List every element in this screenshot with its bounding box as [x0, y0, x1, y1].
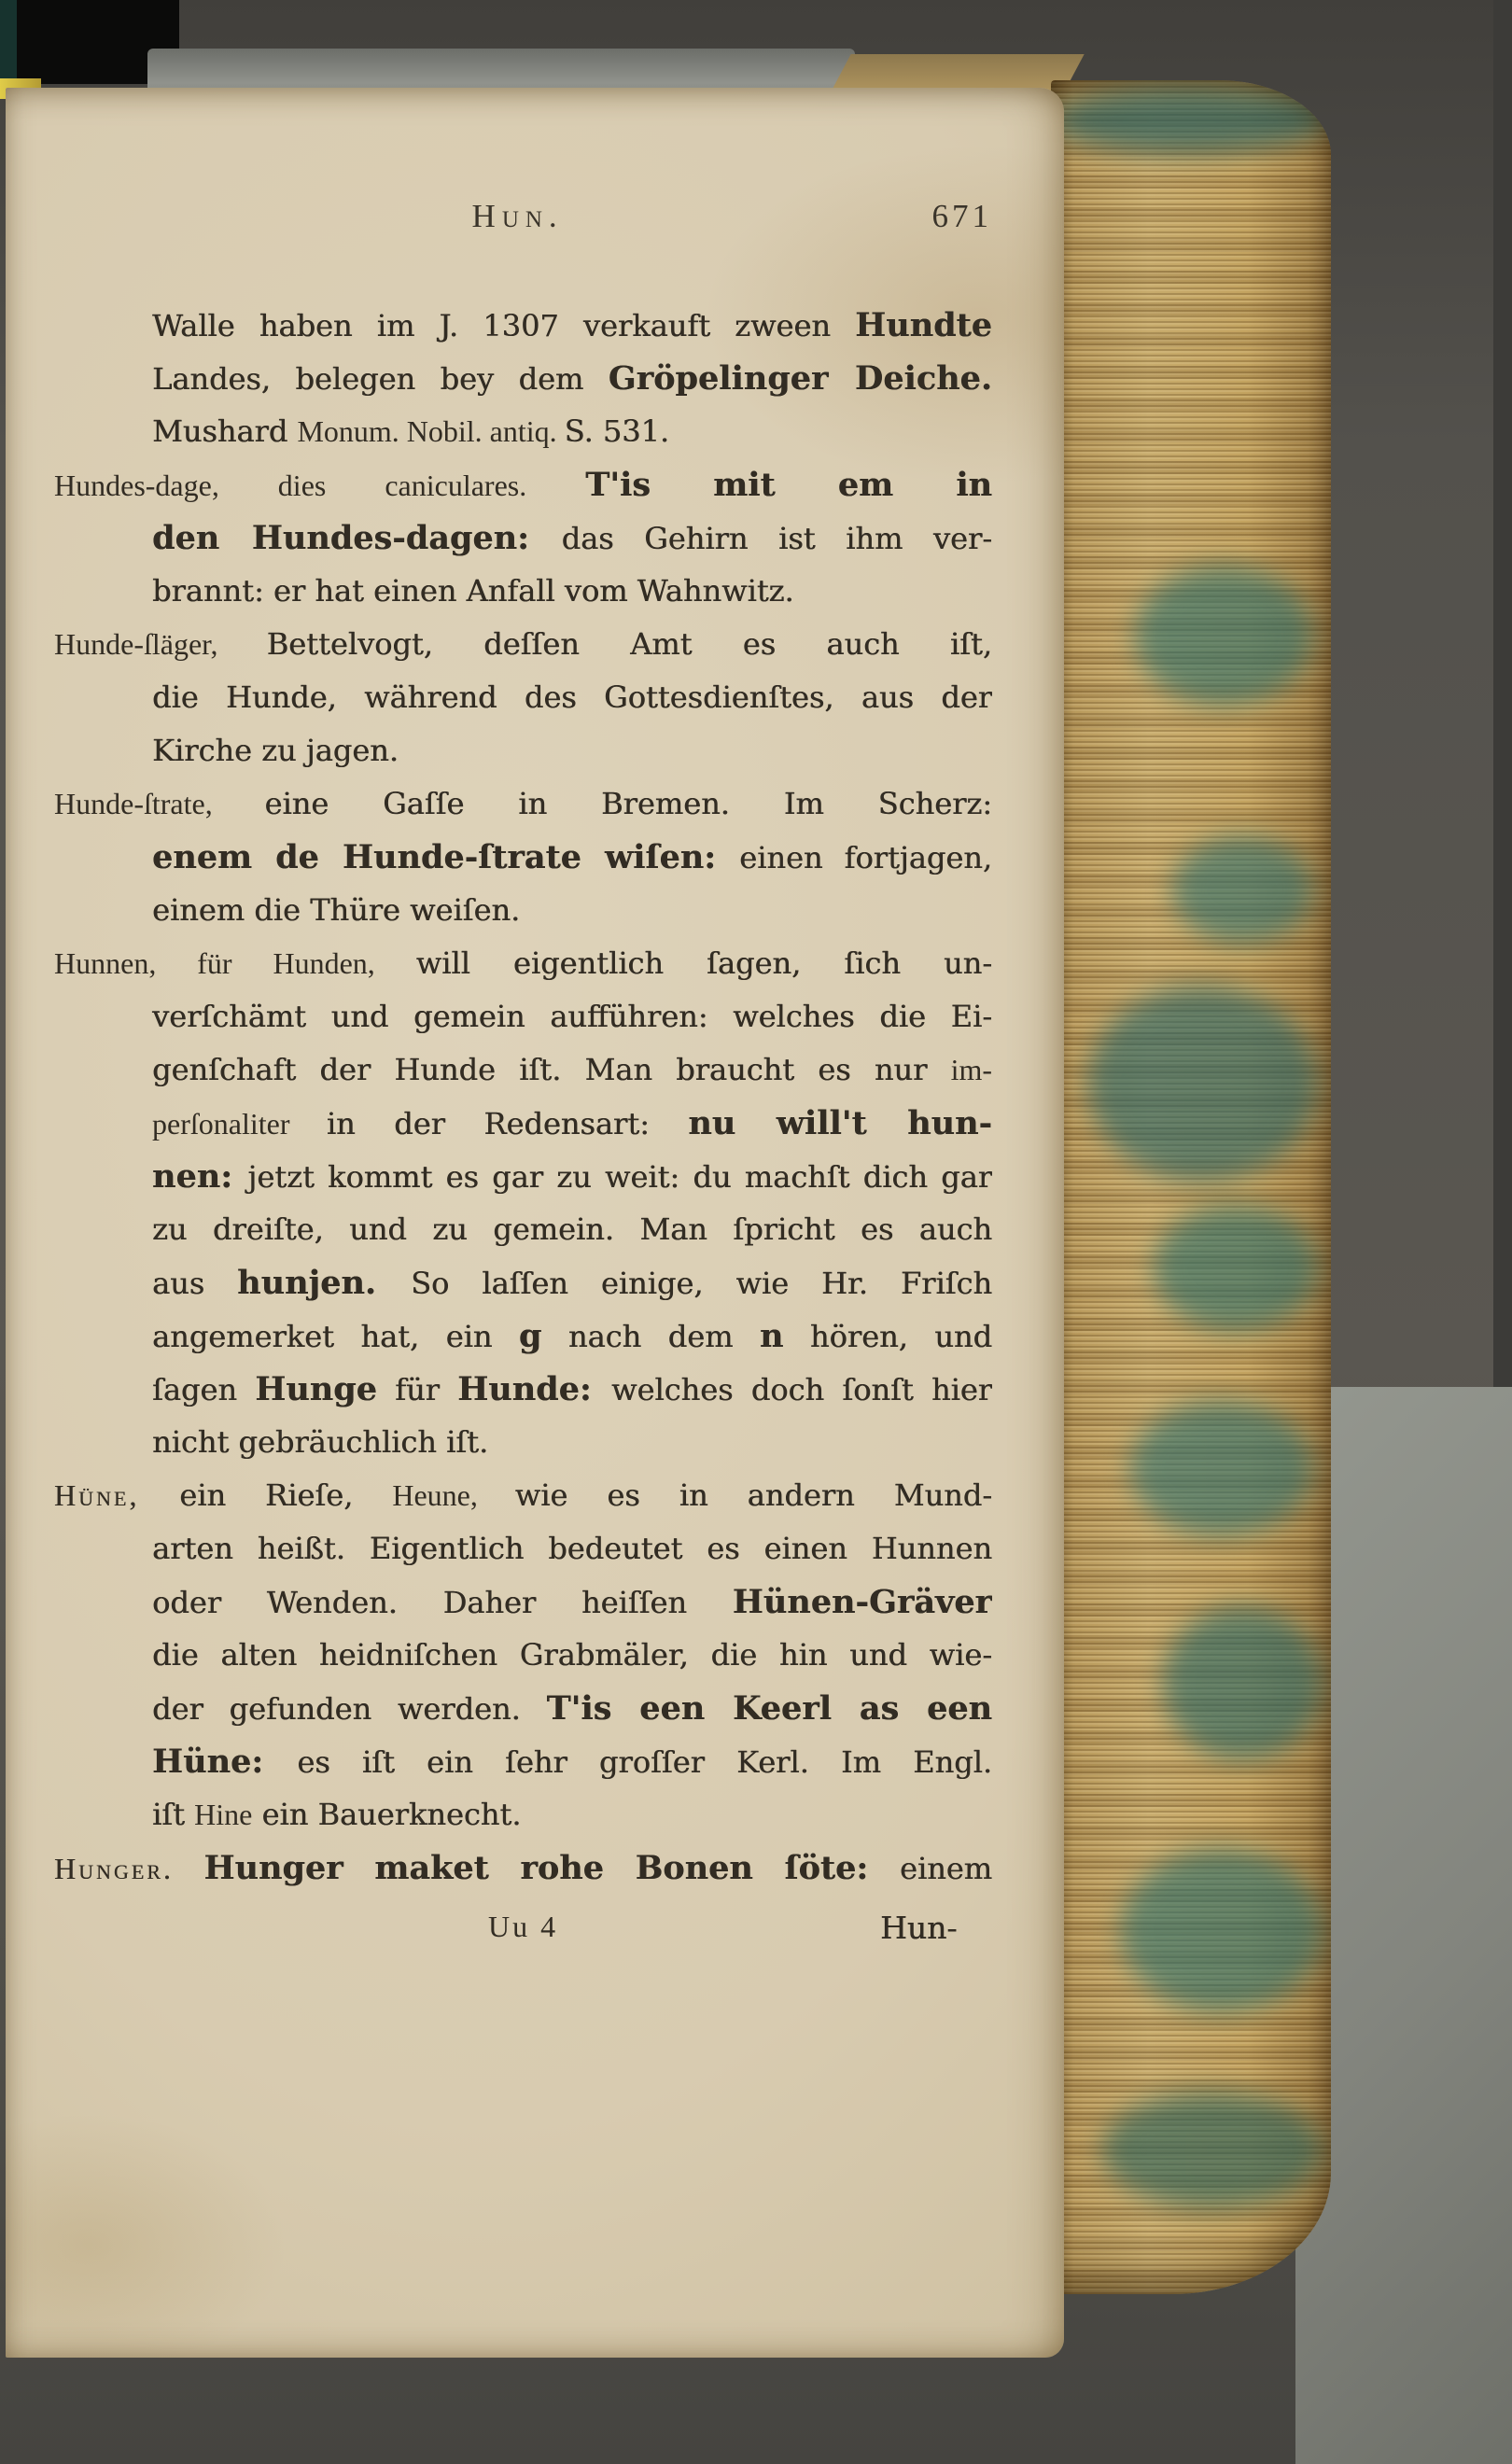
- text-line: [54, 299, 992, 352]
- text-segment-rom: Hundes-dage, dies caniculares.: [54, 469, 586, 502]
- text-segment-bold: Hunge: [255, 1370, 377, 1408]
- text-segment-bold: T'is een Keerl as een: [546, 1689, 992, 1728]
- text-line: [54, 618, 992, 671]
- text-line: [54, 352, 992, 405]
- text-segment-rom: Heune,: [392, 1478, 515, 1512]
- text-segment-frak: einem: [899, 1851, 992, 1886]
- text-segment-bold: Hüne:: [152, 1743, 298, 1781]
- text-line: [54, 1150, 992, 1203]
- text-line: [54, 405, 992, 458]
- text-segment-frak: welches doch ſonſt hier: [611, 1372, 992, 1407]
- text-segment-sc: Hüne,: [54, 1478, 180, 1512]
- text-line: [54, 1203, 992, 1256]
- fore-edge-stain: [1154, 1205, 1317, 1331]
- text-segment-bold: enem de Hunde-ſtrate wiſen:: [152, 838, 740, 876]
- text-segment-rom: Hunde-ſtrate,: [54, 787, 265, 820]
- text-segment-bold: g: [518, 1317, 542, 1355]
- text-segment-frak: die alten heidniſchen Grabmäler, die hin und wie-: [152, 1637, 992, 1673]
- text-line: [54, 565, 992, 618]
- text-segment-frak: brannt: er hat einen Anfall vom Wahnwitz.: [152, 573, 794, 609]
- book-page: [6, 88, 1064, 2358]
- text-line: [54, 937, 992, 990]
- text-segment-frak: Landes, belegen bey dem: [152, 361, 609, 397]
- text-line: [54, 1575, 992, 1629]
- text-segment-frak: eine Gaſſe in Bremen. Im Scherz:: [264, 786, 992, 821]
- text-segment-bold: n: [759, 1317, 784, 1355]
- text-segment-frak: das Gehirn ist ihm ver-: [561, 521, 992, 556]
- text-line: [54, 831, 992, 884]
- fore-edge-stain: [1051, 88, 1326, 153]
- text-segment-rom: Hunde-ſläger,: [54, 627, 267, 661]
- fore-edge-stain: [1121, 1849, 1322, 2012]
- text-segment-rom: Hine: [194, 1798, 253, 1831]
- fore-edge-stain: [1163, 1606, 1322, 1760]
- text-line: [54, 1043, 992, 1097]
- text-line: [54, 990, 992, 1043]
- text-block: [54, 299, 992, 1895]
- fore-edge-stain: [1135, 566, 1312, 706]
- text-segment-bold: den Hundes-dagen:: [152, 519, 562, 557]
- running-title: Hun.: [471, 198, 564, 234]
- text-segment-frak: die Hunde, während des Gottesdienſtes, aus der: [152, 679, 992, 715]
- signature-row: [54, 1910, 992, 1963]
- text-line: [54, 1309, 992, 1363]
- text-line: [54, 511, 992, 565]
- text-segment-frak: hören, und: [783, 1319, 992, 1354]
- text-line: [54, 1735, 992, 1788]
- text-segment-frak: arten heißt. Eigentlich bedeutet es einen Hunnen: [152, 1531, 992, 1566]
- text-segment-frak: jetzt kommt es gar zu weit: du machſt dich gar: [247, 1159, 992, 1195]
- text-segment-bold: Hunde:: [457, 1370, 612, 1408]
- text-segment-frak: angemerket hat, ein: [152, 1319, 519, 1354]
- text-segment-frak: der gefunden werden.: [152, 1691, 547, 1727]
- text-segment-frak: So laſſen einige, wie Hr. Friſch: [411, 1266, 992, 1301]
- text-segment-frak: S. 531.: [564, 413, 670, 449]
- text-segment-frak: einen fortjagen,: [739, 840, 992, 875]
- text-line: [54, 1416, 992, 1469]
- text-segment-frak: in der Redensart:: [326, 1106, 689, 1141]
- text-segment-bold: Hunger maket rohe Bonen ſöte:: [203, 1849, 900, 1887]
- text-line: [54, 1522, 992, 1575]
- text-segment-frak: zu dreiſte, und zu gemein. Man ſpricht es auch: [152, 1211, 992, 1247]
- page-content: [6, 198, 992, 1963]
- text-segment-rom: im-: [950, 1053, 992, 1086]
- text-line: [54, 1097, 992, 1150]
- text-segment-bold: Hünen-Gräver: [732, 1583, 992, 1621]
- text-segment-frak: will eigentlich ſagen, ſich un-: [415, 945, 992, 981]
- text-line: [54, 724, 992, 777]
- text-line: [54, 1788, 992, 1841]
- text-line: [54, 1469, 992, 1522]
- text-segment-frak: Bettelvogt, deſſen Amt es auch iſt,: [266, 626, 992, 662]
- book-fore-edge: [1051, 80, 1331, 2294]
- text-segment-bold: T'is mit em in: [585, 466, 992, 504]
- fore-edge-stain: [1102, 2092, 1322, 2208]
- text-segment-frak: einem die Thüre weiſen.: [152, 892, 521, 928]
- fore-edge-stain: [1172, 836, 1312, 944]
- text-line: [54, 458, 992, 511]
- text-line: [54, 1841, 992, 1895]
- text-segment-frak: wie es in andern Mund-: [514, 1477, 992, 1513]
- text-segment-frak: genſchaft der Hunde iſt. Man braucht es nur: [152, 1052, 951, 1087]
- text-segment-bold: Gröpelinger Deiche.: [608, 359, 992, 398]
- catchword: Hun-: [880, 1910, 958, 1946]
- text-segment-rom: perſonaliter: [152, 1107, 327, 1141]
- text-line: [54, 1682, 992, 1735]
- text-segment-frak: nicht gebräuchlich iſt.: [152, 1424, 489, 1460]
- text-segment-frak: Walle haben im J. 1307 verkauft zween: [152, 308, 856, 343]
- fore-edge-stain: [1088, 986, 1317, 1182]
- text-segment-bold: nen:: [152, 1157, 248, 1196]
- text-segment-frak: nach dem: [541, 1319, 760, 1354]
- fore-edge-stain: [1130, 1401, 1312, 1536]
- text-segment-frak: ein Rieſe,: [179, 1477, 393, 1513]
- binding-edge: [0, 0, 17, 86]
- text-line: [54, 1363, 992, 1416]
- text-segment-frak: iſt: [152, 1797, 195, 1832]
- text-segment-frak: ein Bauerknecht.: [252, 1797, 522, 1832]
- text-segment-rom: Monum. Nobil. antiq.: [297, 414, 565, 448]
- text-segment-frak: für: [376, 1372, 458, 1407]
- text-segment-frak: es iſt ein ſehr groſſer Kerl. Im Engl.: [297, 1744, 992, 1780]
- page-header: [54, 198, 992, 254]
- text-line: [54, 884, 992, 937]
- text-segment-rom: Hunnen, für Hunden,: [54, 946, 416, 980]
- text-line: [54, 671, 992, 724]
- page-number: 671: [931, 198, 992, 234]
- text-line: [54, 777, 992, 831]
- text-segment-frak: verſchämt und gemein aufführen: welches die Ei-: [152, 999, 992, 1034]
- text-segment-frak: ſagen: [152, 1372, 256, 1407]
- text-segment-bold: Hundte: [855, 306, 992, 344]
- text-segment-frak: oder Wenden. Daher heiſſen: [152, 1585, 733, 1620]
- text-segment-frak: aus: [152, 1266, 238, 1301]
- signature-mark: Uu 4: [488, 1910, 559, 1943]
- text-segment-sc: Hunger.: [54, 1852, 204, 1885]
- text-segment-frak: Mushard: [152, 413, 298, 449]
- text-segment-frak: Kirche zu jagen.: [152, 733, 399, 768]
- text-line: [54, 1629, 992, 1682]
- text-segment-bold: nu will't hun-: [688, 1104, 992, 1142]
- text-segment-bold: hunjen.: [237, 1264, 412, 1302]
- text-line: [54, 1256, 992, 1309]
